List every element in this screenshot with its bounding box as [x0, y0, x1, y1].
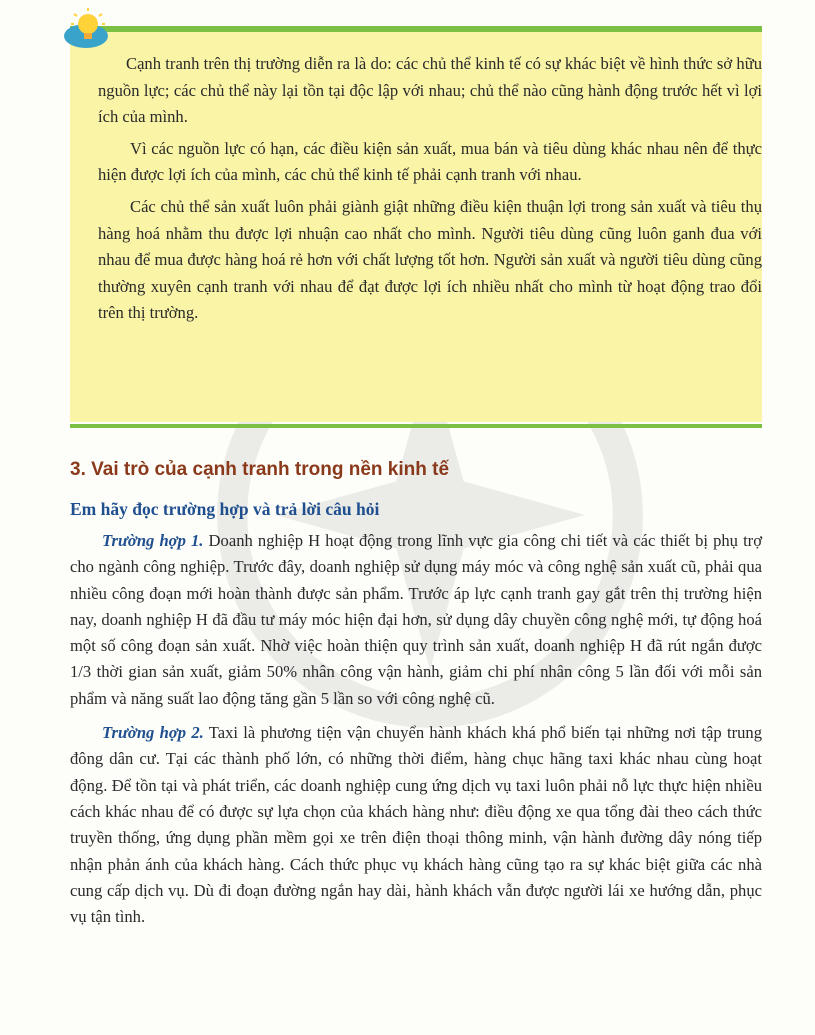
- case-studies: [70, 528, 762, 938]
- case-text: Taxi là phương tiện vận chuyển hành khách khá phổ biến tại những nơi tập trung đông dân cư. Tại các thành phố lớn, có những thời điểm, hàng chục hãng taxi khác nhau cùng hoạt động. Để tồn tại và phát triển, các doanh nghiệp cung ứng dịch vụ taxi luôn phải nỗ lực thực hiện nhiều cách khác nhau để có được sự lựa chọn của khách hàng như: điều động xe qua tổng đài theo cách thức truyền thống, ứng dụng phần mềm gọi xe trên điện thoại thông minh, vận hành đường dây nóng tiếp nhận phản ánh của khách hàng. Cách thức phục vụ khách hàng cũng tạo ra sự khác biệt giữa các nhà cung cấp dịch vụ. Dù đi đoạn đường ngắn hay dài, hành khách vẫn được người lái xe hướng dẫn, phục vụ tận tình.: [70, 723, 762, 927]
- case-label: Trường hợp 2.: [102, 723, 204, 743]
- summary-paragraph: Cạnh tranh trên thị trường diễn ra là do: các chủ thể kinh tế có sự khác biệt về hình thức sở hữu nguồn lực; các chủ thể này lại tồn tại độc lập với nhau; chủ thể nào cũng hành động trước hết vì lợi ích của mình.: [98, 54, 762, 127]
- activity-subheading: Em hãy đọc trường hợp và trả lời câu hỏi: [70, 499, 380, 519]
- summary-paragraph: Các chủ thể sản xuất luôn phải giành giật những điều kiện thuận lợi trong sản xuất và tiêu thụ hàng hoá nhằm thu được lợi nhuận cao nhất cho mình. Người tiêu dùng cũng luôn ganh đua với nhau để mua được hàng hoá rẻ hơn với chất lượng tốt hơn. Người sản xuất và người tiêu dùng cũng thường xuyên cạnh tranh với nhau để đạt được lợi ích nhiều nhất cho mình từ hoạt động trao đổi trên thị trường.: [98, 196, 762, 323]
- case-label: Trường hợp 1.: [102, 531, 204, 550]
- case-text: Doanh nghiệp H hoạt động trong lĩnh vực gia công chi tiết và các thiết bị phụ trợ cho ngành công nghiệp. Trước đây, doanh nghiệp sử dụng máy móc và công nghệ sản xuất cũ, phải qua nhiều công đoạn mới hoàn thành được sản phẩm. Trước áp lực cạnh tranh gay gắt trên thị trường hiện nay, doanh nghiệp H đã đầu tư máy móc hiện đại hơn, sử dụng dây chuyền công nghệ mới, tự động hoá một số công đoạn sản xuất. Nhờ việc hoàn thiện quy trình sản xuất, doanh nghiệp H đã rút ngắn được 1/3 thời gian sản xuất, giảm 50% nhân công vận hành, giảm chi phí nhân công 5 lần đối với mỗi sản phẩm và năng suất lao động tăng gần 5 lần so với công nghệ cũ.: [70, 531, 762, 708]
- lightbulb-icon: [62, 6, 114, 50]
- section-heading: 3. Vai trò của cạnh tranh trong nền kinh tế: [70, 459, 450, 480]
- summary-box-top-rule: [70, 26, 762, 32]
- summary-box-bottom-rule: [70, 424, 762, 428]
- summary-paragraph: Vì các nguồn lực có hạn, các điều kiện sản xuất, mua bán và tiêu dùng khác nhau nên để thực hiện được lợi ích của mình, các chủ thể kinh tế phải cạnh tranh với nhau.: [98, 138, 762, 185]
- case-paragraph: [70, 720, 762, 930]
- summary-box-text: [98, 51, 762, 332]
- case-paragraph: [70, 528, 762, 712]
